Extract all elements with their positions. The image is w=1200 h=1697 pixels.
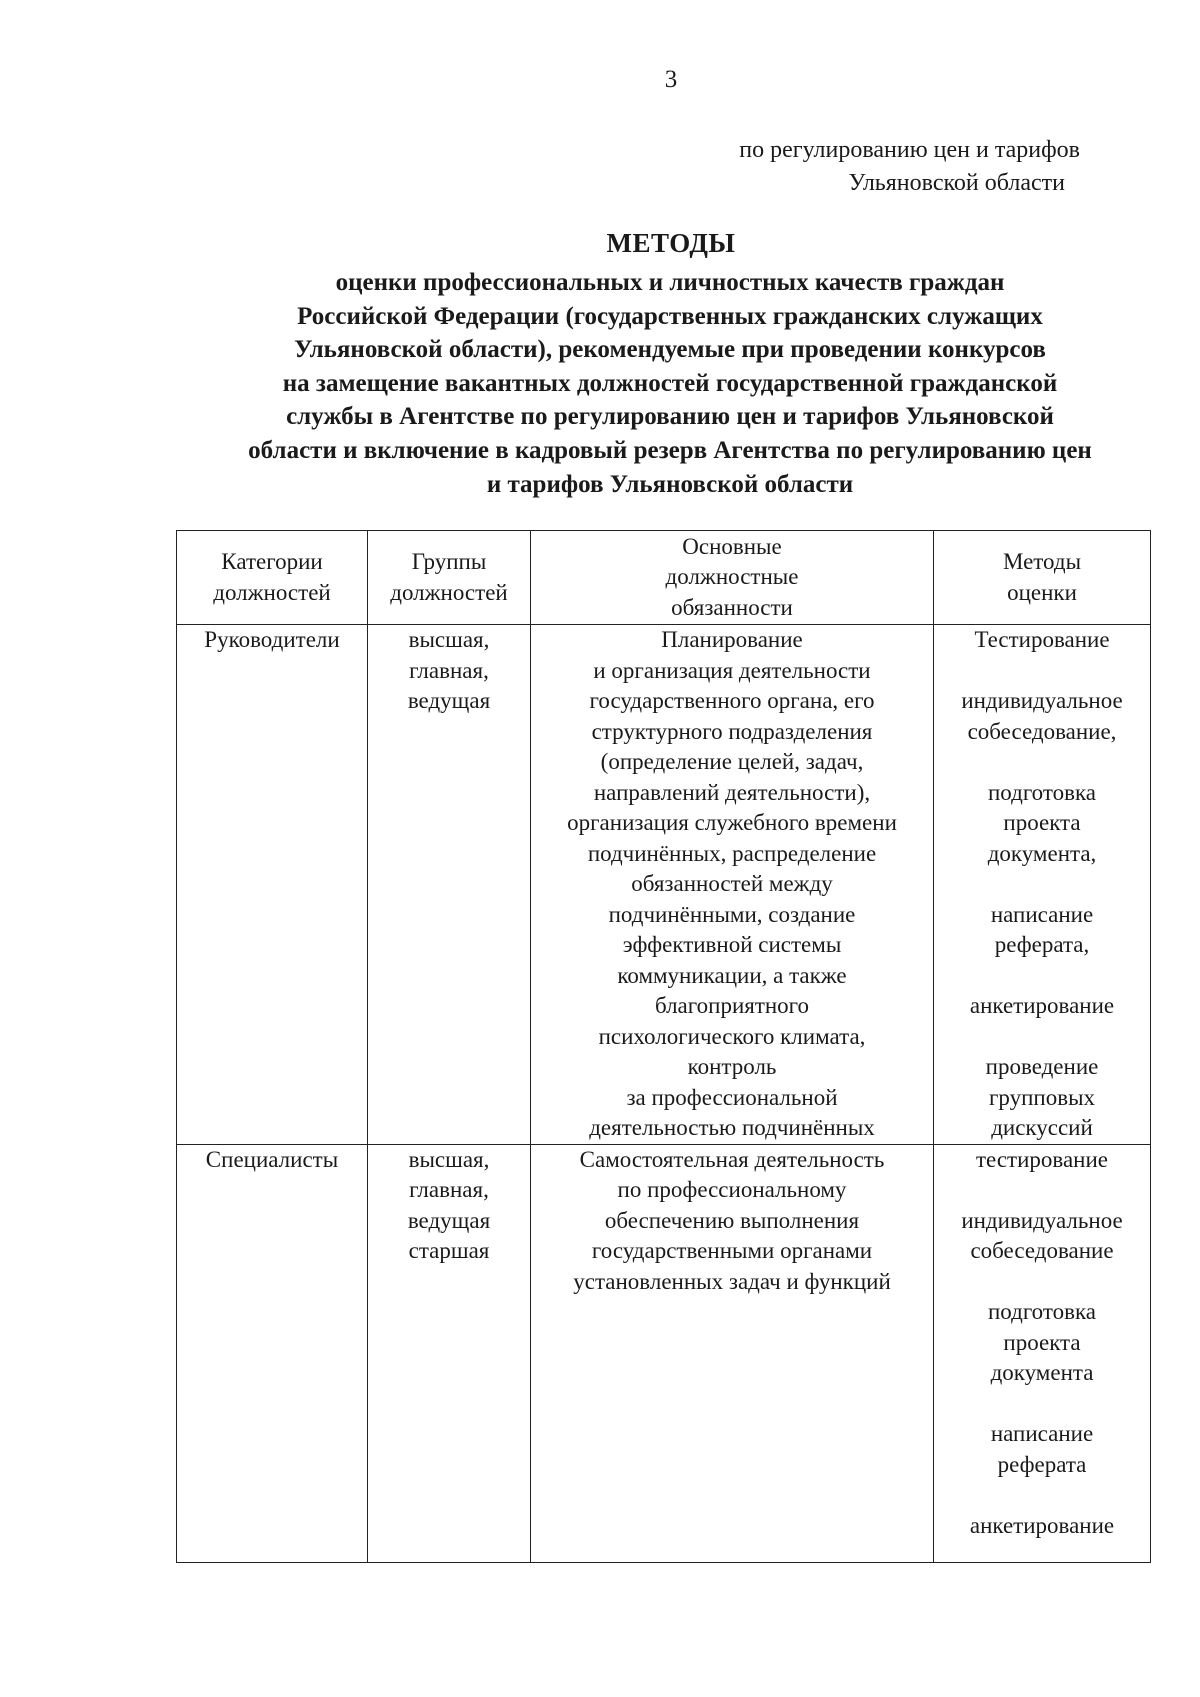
duty-text: государственного органа, его [589,688,875,713]
subtitle-line: Российской Федерации (государственных гражданских служащих [297,302,1043,330]
duty-text: подчинённых, распределение [587,840,877,866]
header-categories [177,531,368,625]
duty-text: обязанностей между [631,871,833,896]
method-text: написание [990,1421,1094,1446]
group-text: главная, [409,1177,489,1202]
method-text: проведение [985,1054,1099,1079]
method-text: реферата, [994,932,1090,957]
method-text: анкетирование [969,1512,1115,1538]
group-text: высшая, [408,627,490,652]
header-text: Основные [682,533,782,559]
duty-text: и организация деятельности [593,657,871,683]
duty-text: организация служебного времени [567,810,897,835]
duty-text: контроль [687,1054,777,1079]
method-text: документа [990,1360,1094,1385]
duty-text: деятельностью подчинённых [589,1115,875,1140]
table-row [177,1144,1151,1563]
method-text: реферата [997,1451,1087,1477]
duty-text: Самостоятельная деятельность [579,1146,885,1172]
header-text: Группы [411,549,487,574]
header-text: должностей [213,579,331,605]
groups-cell [368,1144,531,1563]
duty-text: структурного подразделения [591,718,873,744]
group-text: старшая [408,1238,490,1263]
header-text: обязанности [671,594,793,620]
duty-text: коммуникации, а также [617,962,847,988]
method-text: групповых [988,1084,1096,1110]
category-text: Специалисты [205,1146,339,1172]
page-number: 3 [664,66,678,93]
method-text: собеседование, [967,718,1117,744]
group-text: ведущая [407,688,491,713]
method-text: дискуссий [991,1115,1093,1140]
method-text: индивидуальное [961,688,1123,713]
category-text: Руководители [204,627,340,652]
header-text: должностей [390,579,508,605]
header-groups [368,531,531,625]
table-header-row [177,531,1151,625]
header-line: по регулированию цен и тарифов [739,137,1080,163]
group-text: главная, [409,657,489,683]
duty-text: подчинёнными, создание [608,901,856,927]
method-text: анкетирование [969,993,1115,1018]
method-text: проекта [1003,810,1081,835]
category-cell [177,1144,368,1563]
methods-table [176,530,1151,1563]
groups-cell [368,625,531,1145]
duty-text: психологического климата, [598,1023,866,1049]
subtitle-line: службы в Агентстве по регулированию цен и тарифов Ульяновской [286,403,1054,431]
method-text: индивидуальное [961,1207,1123,1233]
header-text: Методы [1002,549,1082,574]
duty-text: государственными органами [591,1238,873,1263]
method-text: собеседование [970,1238,1114,1263]
header-text: должностные [665,564,799,590]
header-methods [934,531,1151,625]
header-text: оценки [1007,579,1077,605]
method-text: написание [990,901,1094,927]
group-text: ведущая [407,1207,491,1233]
duty-text: установленных задач и функций [573,1268,891,1294]
subtitle-line: Ульяновской области), рекомендуемые при проведении конкурсов [294,336,1046,364]
method-text: проекта [1003,1329,1081,1355]
document-title: МЕТОДЫ [606,228,736,258]
duty-text: обеспечению выполнения [604,1207,860,1233]
duty-text: благоприятного [654,993,810,1018]
subtitle-line: на замещение вакантных должностей государственной гражданской [282,369,1058,397]
subtitle-line: области и включение в кадровый резерв Агентства по регулированию цен [248,436,1092,464]
header-duties [531,531,934,625]
subtitle-line: оценки профессиональных и личностных качеств граждан [335,269,1005,296]
group-text: высшая, [408,1146,490,1172]
duty-text: по профессиональному [617,1177,847,1202]
duty-text: за профессиональной [626,1084,838,1110]
method-text: подготовка [987,1299,1097,1324]
method-text: документа, [987,840,1097,866]
document-subtitle [160,266,1180,501]
subtitle-line: и тарифов Ульяновской области [486,470,854,498]
header-line: Ульяновской области [848,170,1065,196]
method-text: тестирование [976,1146,1108,1172]
duty-text: Планирование [661,627,803,652]
header-text: Категории [221,549,323,574]
duty-text: эффективной системы [622,932,842,957]
method-text: подготовка [987,779,1097,805]
duties-cell [531,625,934,1145]
duties-cell [531,1144,934,1563]
addressee-header [739,134,1080,200]
duty-text: (определение целей, задач, [600,749,864,774]
methods-cell [934,625,1151,1145]
table-row [177,625,1151,1145]
category-cell [177,625,368,1145]
methods-cell [934,1144,1151,1563]
duty-text: направлений деятельности), [593,779,871,805]
method-text: Тестирование [974,627,1110,652]
